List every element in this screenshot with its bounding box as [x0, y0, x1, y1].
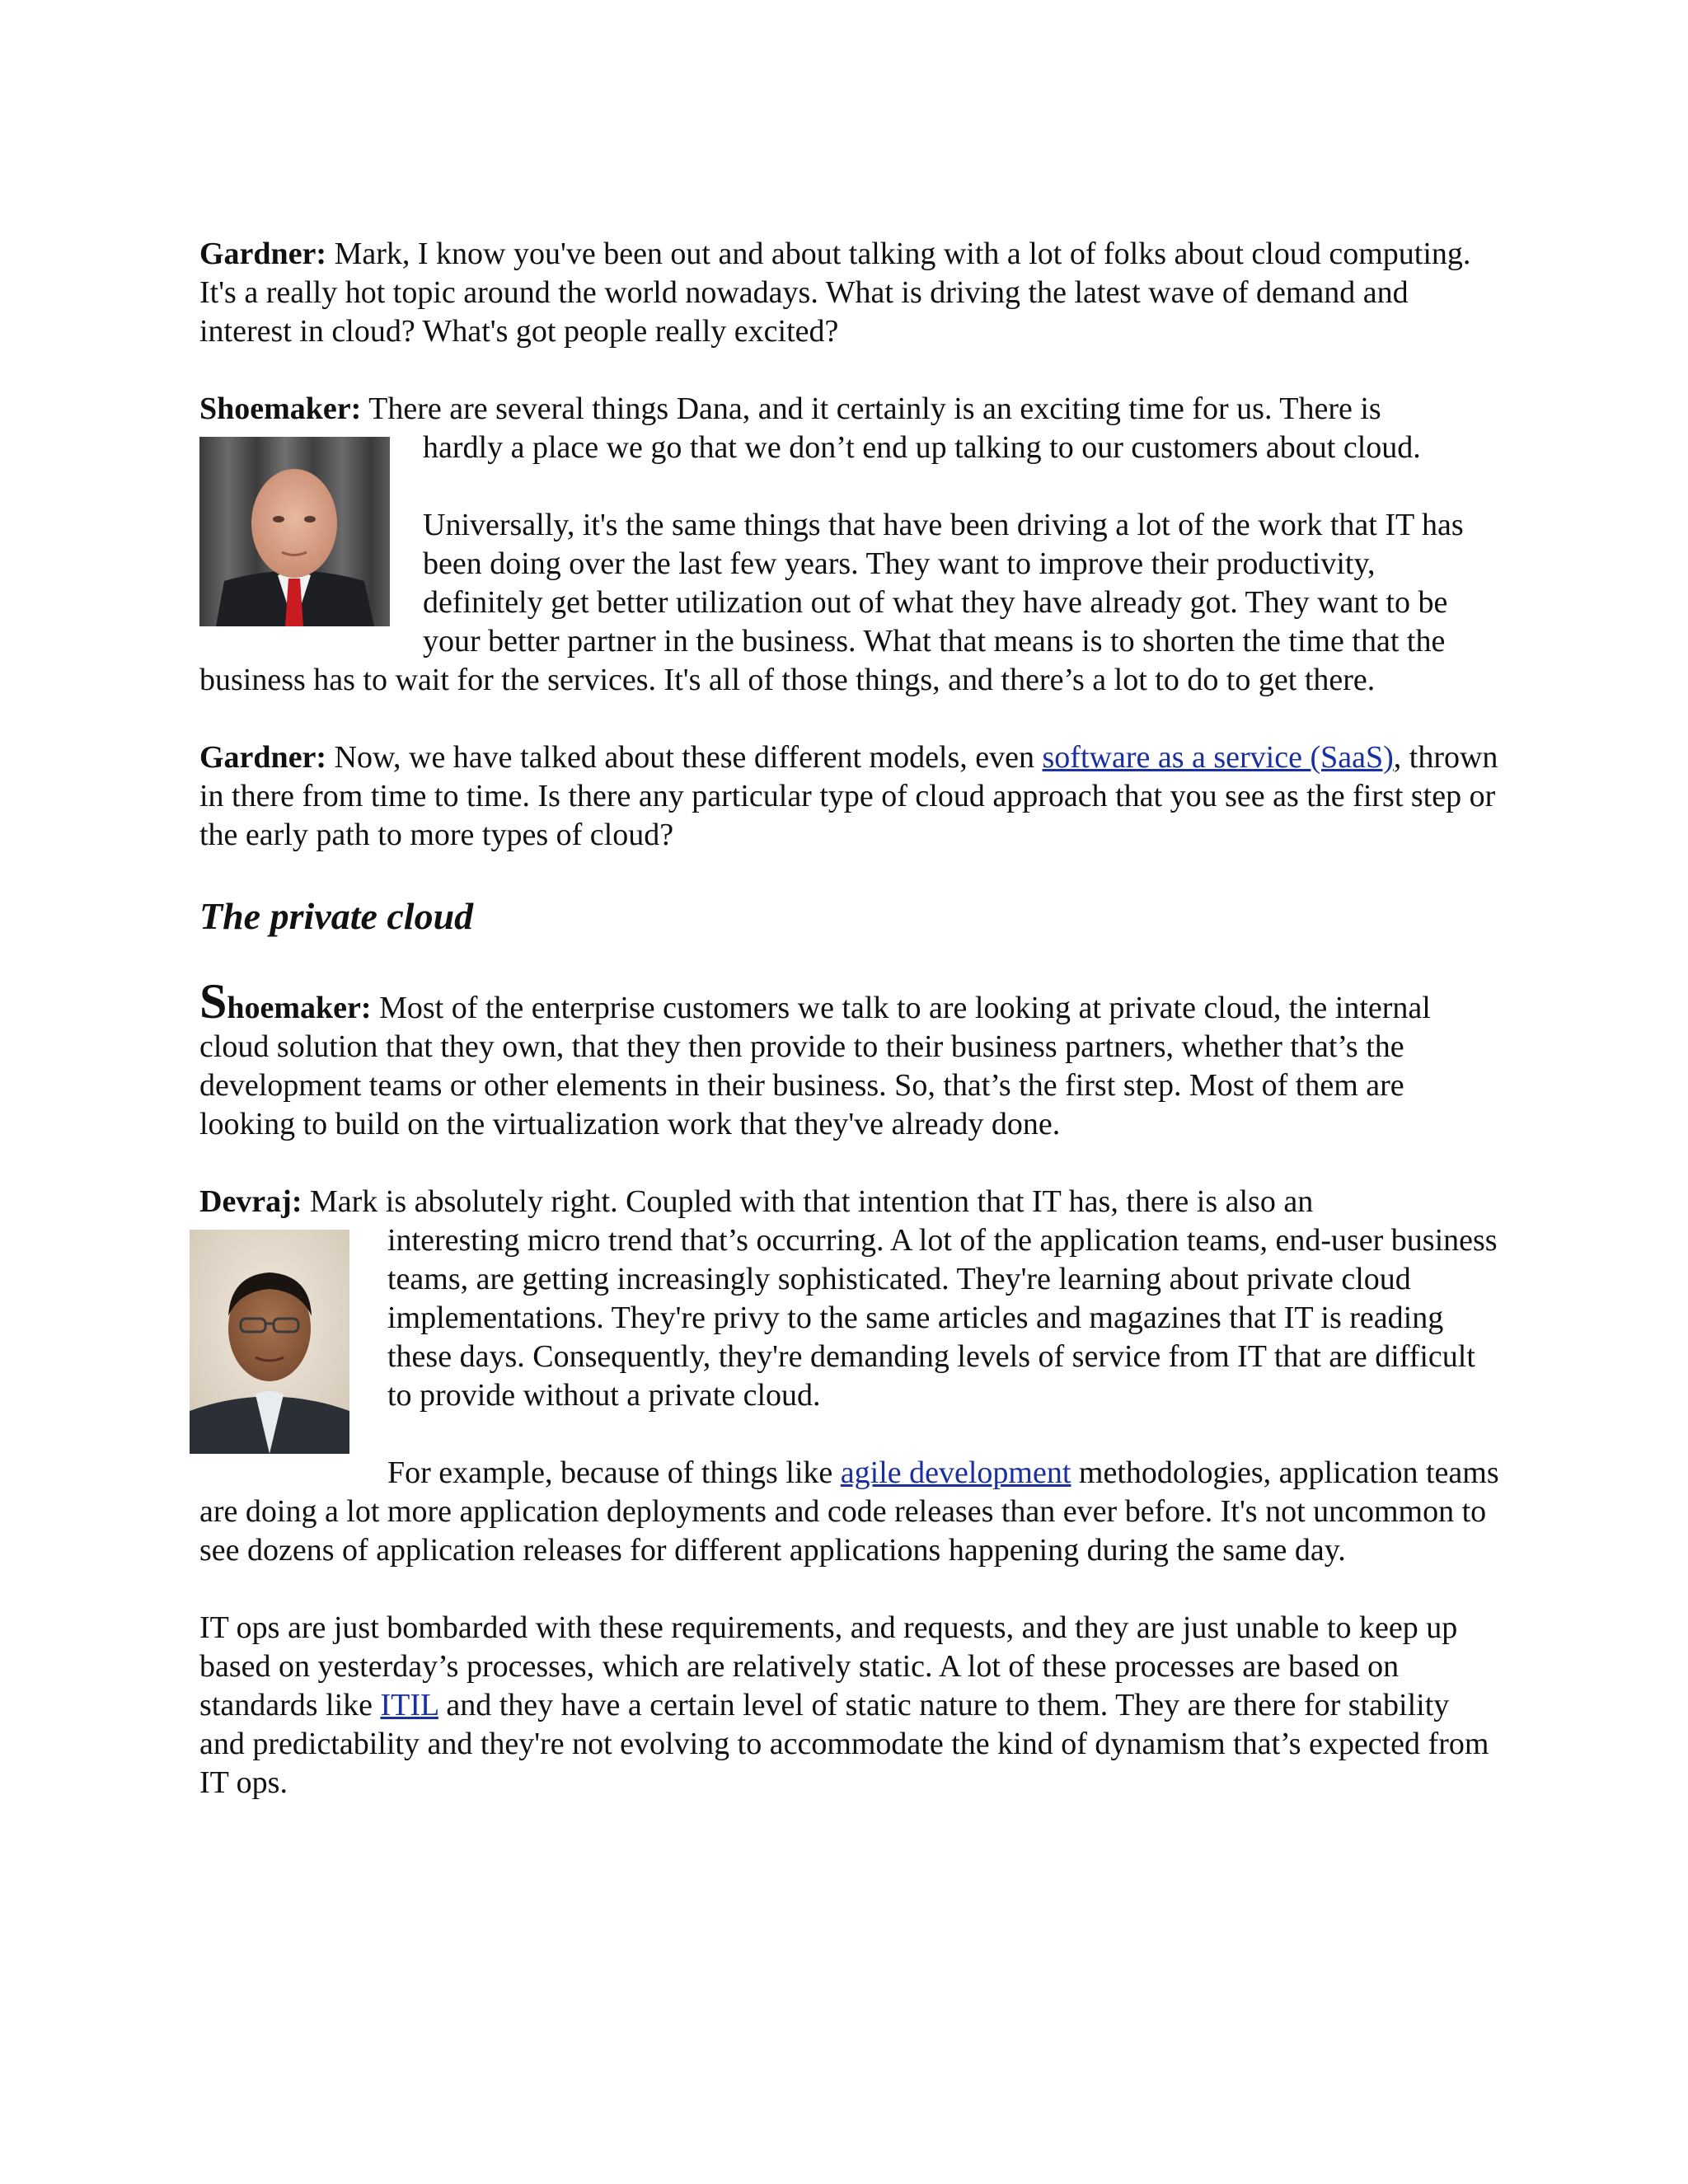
speaker-label: Gardner: — [199, 740, 327, 775]
section-heading: The private cloud — [199, 895, 474, 937]
paragraph-text: interesting micro trend that’s occurring. A lot of the application teams, end-user business teams, are getting increasingly sophisticated. They're learning about private cloud implementations. They're privy to the same articles and magazines that IT is reading these days. Consequently, they're demanding levels of service from IT that are difficult to provide without a private cloud. — [387, 1223, 1498, 1413]
shoemaker-block — [199, 429, 1502, 700]
paragraph-devraj-example — [199, 1454, 1502, 1570]
paragraph-shoemaker-a1-body — [199, 506, 1502, 700]
devraj-block — [199, 1221, 1502, 1570]
paragraph-text: methodologies, application teams are doing a lot more application deployments and code releases than ever before. It's not uncommon to see dozens of application releases for different applications happening during the same day. — [199, 1455, 1499, 1568]
devraj-portrait-photo — [190, 1230, 349, 1454]
speaker-label: Devraj: — [199, 1184, 302, 1219]
paragraph-text: and they have a certain level of static nature to them. They are there for stability and predictability and they're not evolving to accommodate the kind of dynamism that’s expected from IT ops. — [199, 1688, 1489, 1800]
paragraph-text: Mark, I know you've been out and about talking with a lot of folks about cloud computing. It's a really hot topic around the world nowadays. What is driving the latest wave of demand and interest in cloud? What's got people really excited? — [199, 237, 1471, 349]
drop-cap: S — [199, 974, 227, 1029]
paragraph-text: , thrown in there from time to time. Is there any particular type of cloud approach that you see as the first step or the early path to more types of cloud? — [199, 740, 1498, 852]
paragraph-devraj-body — [199, 1221, 1502, 1415]
paragraph-text: Universally, it's the same things that have been driving a lot of the work that IT has been doing over the last few years. They want to improve their productivity, definitely get better utilization out of what they have already got. They want to be your better partner in the business. What that means is to shorten the time that the business has to wait for the services. It's all of those things, and there’s a lot to do to get there. — [199, 508, 1464, 697]
paragraph-devraj-itops — [199, 1609, 1502, 1802]
paragraph-text: IT ops are just bombarded with these requirements, and requests, and they are just unable to keep up based on yesterday’s processes, which are relatively static. A lot of these processes are based on standards like — [199, 1610, 1458, 1722]
speaker-label: Shoemaker: — [199, 391, 362, 426]
itil-link[interactable]: ITIL — [380, 1688, 438, 1722]
shoemaker-portrait-photo — [199, 437, 390, 626]
paragraph-shoemaker-a2 — [199, 974, 1502, 1144]
saas-link[interactable]: software as a service (SaaS) — [1042, 740, 1394, 775]
paragraph-text: For example, because of things like — [387, 1455, 841, 1490]
speaker-label — [199, 974, 372, 1029]
paragraph-text: Now, we have talked about these different models, even — [326, 740, 1043, 775]
paragraph-text: Most of the enterprise customers we talk to are looking at private cloud, the internal cloud solution that they own, that they then provide to their business partners, whether that’s the development teams or other elements in their business. So, that’s the first step. Most of them are looking to build on the virtualization work that they've already done. — [199, 991, 1431, 1141]
paragraph-text: hardly a place we go that we don’t end up talking to our customers about cloud. — [423, 430, 1421, 465]
paragraph-text: There are several things Dana, and it certainly is an exciting time for us. There is — [361, 391, 1381, 426]
portrait-image — [199, 437, 390, 626]
paragraph-shoemaker-a1-line2 — [199, 429, 1502, 467]
paragraph-shoemaker-a1-intro — [199, 390, 1502, 429]
article-page — [199, 235, 1502, 1841]
paragraph-devraj-intro — [199, 1183, 1502, 1221]
portrait-image — [190, 1230, 349, 1454]
agile-development-link[interactable]: agile development — [840, 1455, 1071, 1490]
speaker-label-rest: hoemaker: — [227, 991, 372, 1025]
speaker-label: Gardner: — [199, 237, 327, 271]
paragraph-gardner-q2 — [199, 738, 1502, 855]
paragraph-text: Mark is absolutely right. Coupled with that intention that IT has, there is also an — [302, 1184, 1314, 1219]
paragraph-gardner-q1 — [199, 235, 1502, 351]
